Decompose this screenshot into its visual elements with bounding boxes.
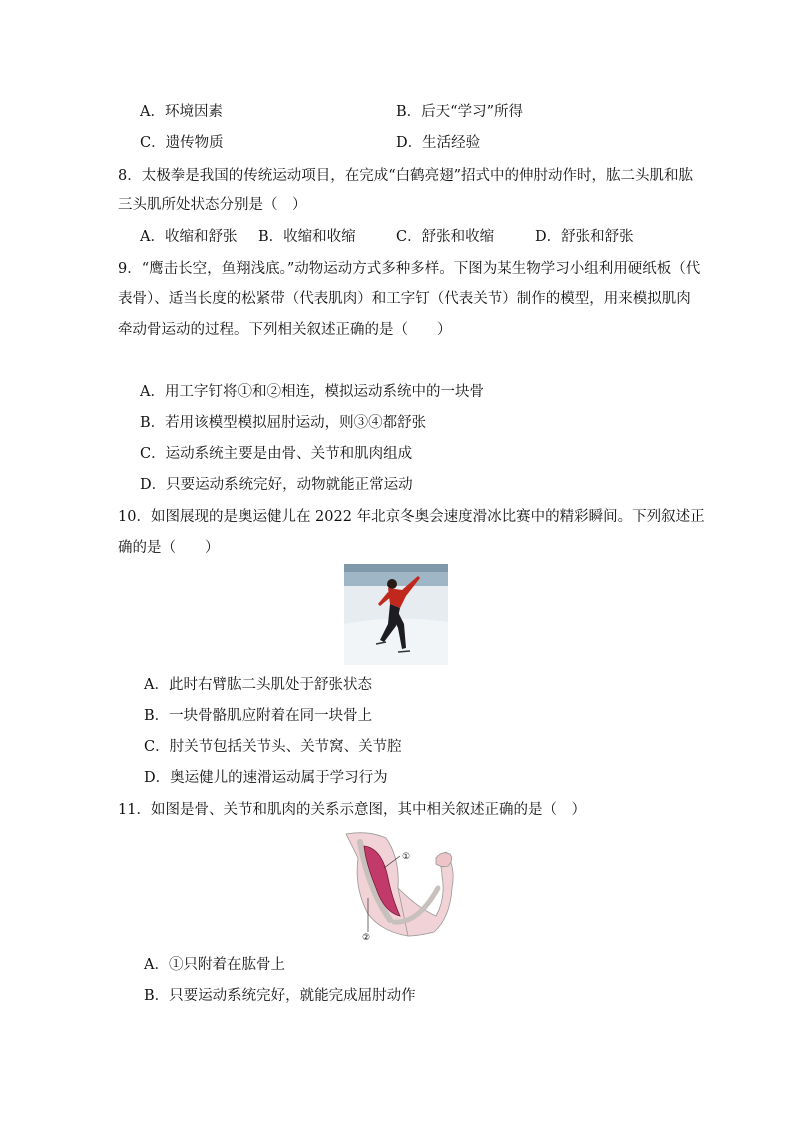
speed-skater-photo — [344, 564, 448, 665]
q9-stem-line2: 表骨）、适当长度的松紧带（代表肌肉）和工字钉（代表关节）制作的模型，用来模拟肌肉 — [118, 291, 691, 307]
q9-stem-line3: 牵动骨运动的过程。下列相关叙述正确的是（ ） — [118, 322, 452, 338]
diagram-label-2: ② — [362, 933, 371, 942]
q9-option-a: A．用工字钉将①和②相连，模拟运动系统中的一块骨 — [140, 384, 484, 400]
diagram-label-1: ① — [402, 852, 411, 862]
q8-option-a: A．收缩和舒张 — [140, 229, 238, 245]
bone-joint-muscle-illustration — [338, 828, 458, 942]
q9-option-b: B．若用该模型模拟屈肘运动，则③④都舒张 — [140, 415, 427, 431]
q8-stem-line1: 8．太极拳是我国的传统运动项目，在完成“白鹤亮翅”招式中的伸肘动作时，肱二头肌和肱 — [118, 168, 694, 184]
q7-option-c: C．遗传物质 — [140, 135, 224, 151]
q7-option-b: B．后天“学习”所得 — [396, 104, 523, 120]
q10-option-b: B．一块骨骼肌应附着在同一块骨上 — [144, 708, 373, 724]
q11-option-b: B．只要运动系统完好，就能完成屈肘动作 — [144, 988, 416, 1004]
q11-option-a: A．①只附着在肱骨上 — [144, 957, 285, 973]
q10-option-c: C．肘关节包括关节头、关节窝、关节腔 — [144, 739, 402, 755]
q9-option-d: D．只要运动系统完好，动物就能正常运动 — [140, 477, 413, 493]
q10-option-d: D．奥运健儿的速滑运动属于学习行为 — [144, 770, 388, 786]
q8-stem-line2: 三头肌所处状态分别是（ ） — [118, 197, 307, 213]
q9-option-c: C．运动系统主要是由骨、关节和肌肉组成 — [140, 446, 413, 462]
q10-stem-line2: 确的是（ ） — [118, 540, 220, 556]
arm-muscle-diagram — [338, 828, 458, 942]
q9-stem-line1: 9．“鹰击长空，鱼翔浅底。”动物运动方式多种多样。下图为某生物学习小组利用硬纸板（代 — [118, 261, 701, 277]
q10-option-a: A．此时右臂肱二头肌处于舒张状态 — [144, 677, 372, 693]
q10-stem-line1: 10．如图展现的是奥运健儿在 2022 年北京冬奥会速度滑冰比赛中的精彩瞬间。下列叙述正 — [118, 509, 705, 525]
q8-option-c: C．舒张和收缩 — [396, 229, 495, 245]
q11-stem-line1: 11．如图是骨、关节和肌肉的关系示意图，其中相关叙述正确的是（ ） — [118, 802, 586, 818]
q8-option-d: D．舒张和舒张 — [535, 229, 634, 245]
speed-skater-illustration — [344, 564, 448, 665]
q7-option-d: D．生活经验 — [396, 135, 481, 151]
q8-option-b: B．收缩和收缩 — [258, 229, 356, 245]
q7-option-a: A．环境因素 — [140, 104, 223, 120]
